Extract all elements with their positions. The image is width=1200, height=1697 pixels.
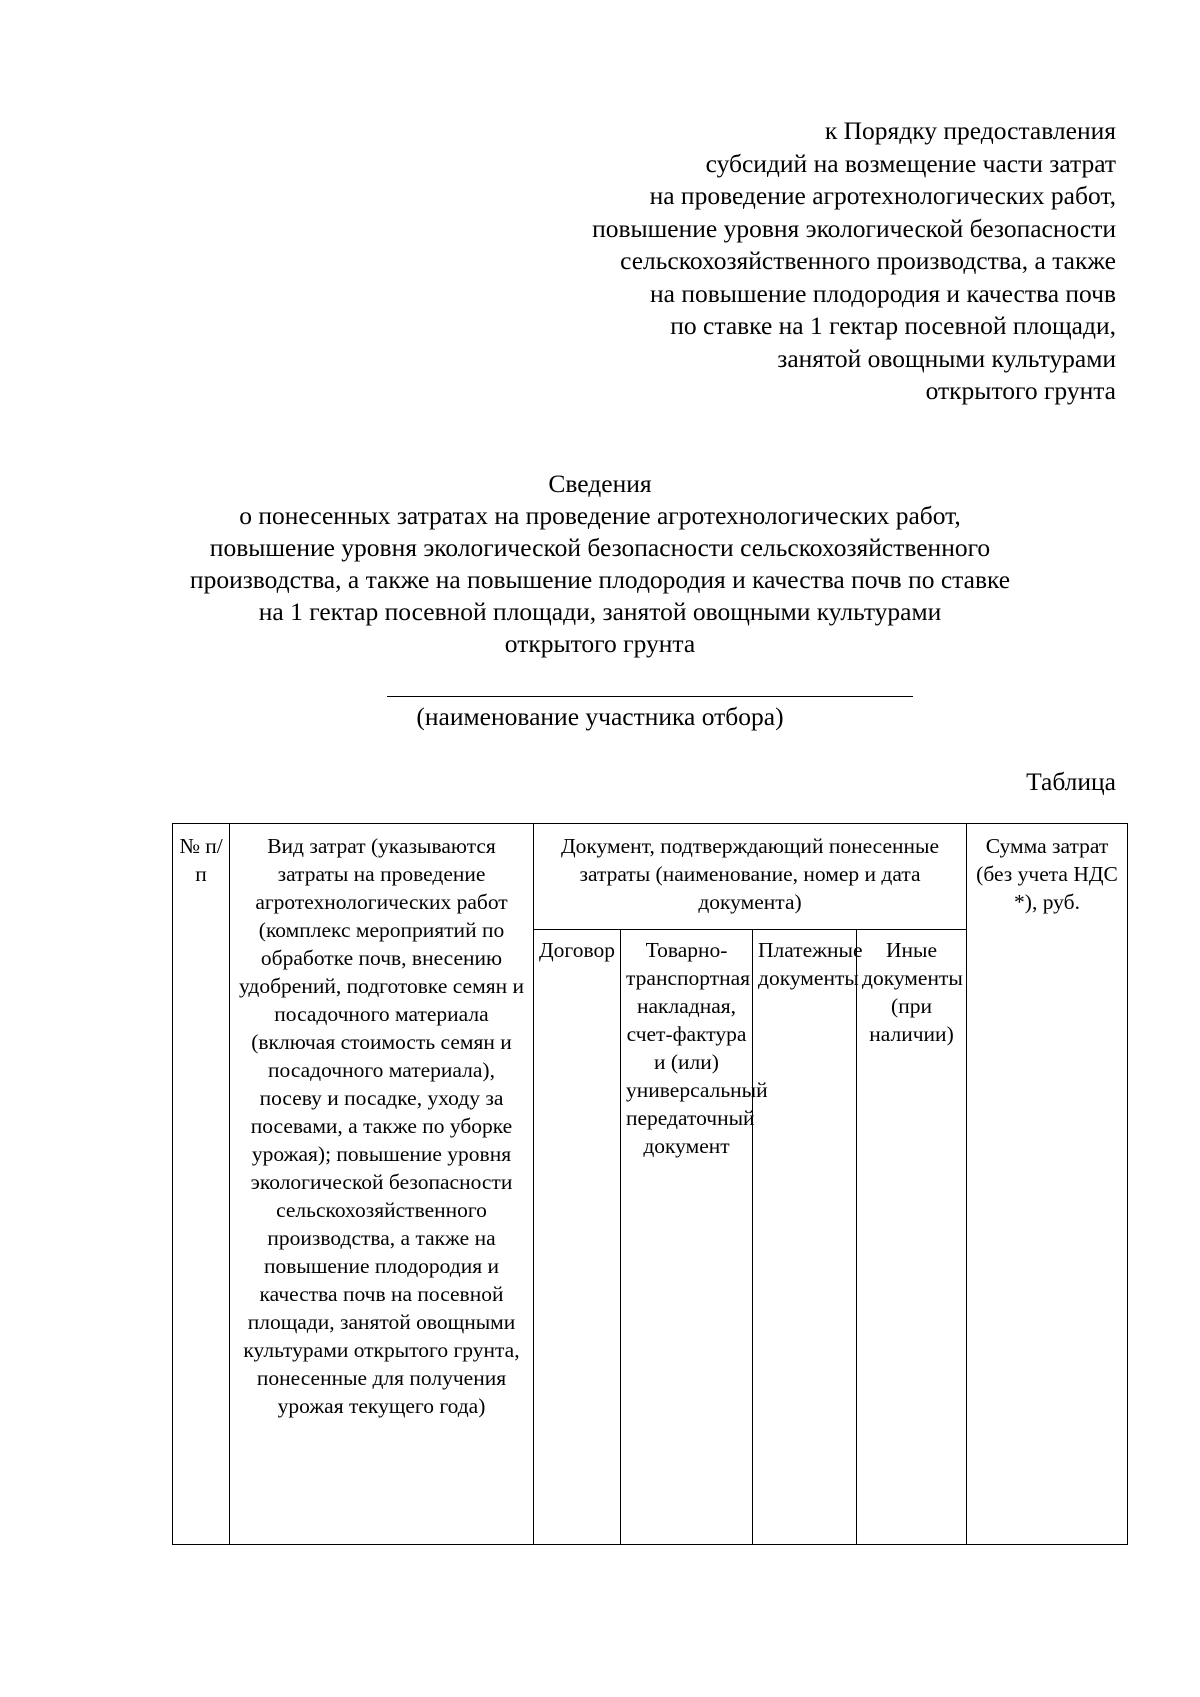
header-cell-document-group: Документ, подтверждающий понесенные затраты (наименование, номер и дата документа) bbox=[534, 824, 967, 930]
header-cell-contract: Договор bbox=[534, 930, 621, 1545]
appendix-line: субсидий на возмещение части затрат bbox=[705, 148, 1116, 178]
document-heading bbox=[0, 468, 1200, 660]
costs-table bbox=[172, 823, 1128, 1545]
heading-line: открытого грунта bbox=[504, 629, 696, 658]
heading-line: на 1 гектар посевной площади, занятой овощными культурами bbox=[258, 597, 942, 626]
appendix-line: по ставке на 1 гектар посевной площади, bbox=[670, 311, 1116, 340]
appendix-line: на проведение агротехнологических работ, bbox=[649, 181, 1116, 210]
appendix-line: на повышение плодородия и качества почв bbox=[649, 278, 1116, 308]
header-cell-other-documents: Иные документы (при наличии) bbox=[857, 930, 967, 1545]
table-label: Таблица bbox=[1026, 767, 1116, 796]
document-title: Сведения bbox=[548, 469, 652, 498]
appendix-line: к Порядку предоставления bbox=[824, 116, 1116, 145]
appendix-line: повышение уровня экологической безопасности bbox=[592, 213, 1116, 243]
heading-line: повышение уровня экологической безопасности сельскохозяйственного bbox=[209, 533, 991, 562]
appendix-line: открытого грунта bbox=[925, 376, 1116, 405]
heading-line: о понесенных затратах на проведение агротехнологических работ, bbox=[239, 501, 961, 530]
appendix-reference bbox=[592, 115, 1116, 408]
header-cell-cost-type: Вид затрат (указываются затраты на проведение агротехнологических работ (комплекс мероприятий по обработке почв, внесению удобрений, подготовке семян и посадочного материала (включая стоимость семян и посадочного материала), посеву и посадке, уходу за посевами, а также по уборке урожая); повышение уровня экологической безопасности сельскохозяйственного производства, а также на повышение плодородия и качества почв на посевной площади, занятой овощными культурами открытого грунта, понесенные для получения урожая текущего года) bbox=[230, 824, 534, 1545]
header-cell-payment-documents: Платежные документы bbox=[753, 930, 857, 1545]
header-cell-number: № п/п bbox=[173, 824, 230, 1545]
header-cell-waybill: Товарно-транспортная накладная, счет-фактура и (или) универсальный передаточный документ bbox=[621, 930, 753, 1545]
participant-name-line bbox=[387, 696, 913, 697]
heading-line: производства, а также на повышение плодородия и качества почв по ставке bbox=[189, 565, 1011, 594]
participant-name-caption: (наименование участника отбора) bbox=[416, 702, 784, 731]
appendix-line: сельскохозяйственного производства, а также bbox=[620, 246, 1116, 275]
header-cell-sum: Сумма затрат (без учета НДС *), руб. bbox=[967, 824, 1128, 1545]
appendix-line: занятой овощными культурами bbox=[777, 343, 1116, 373]
